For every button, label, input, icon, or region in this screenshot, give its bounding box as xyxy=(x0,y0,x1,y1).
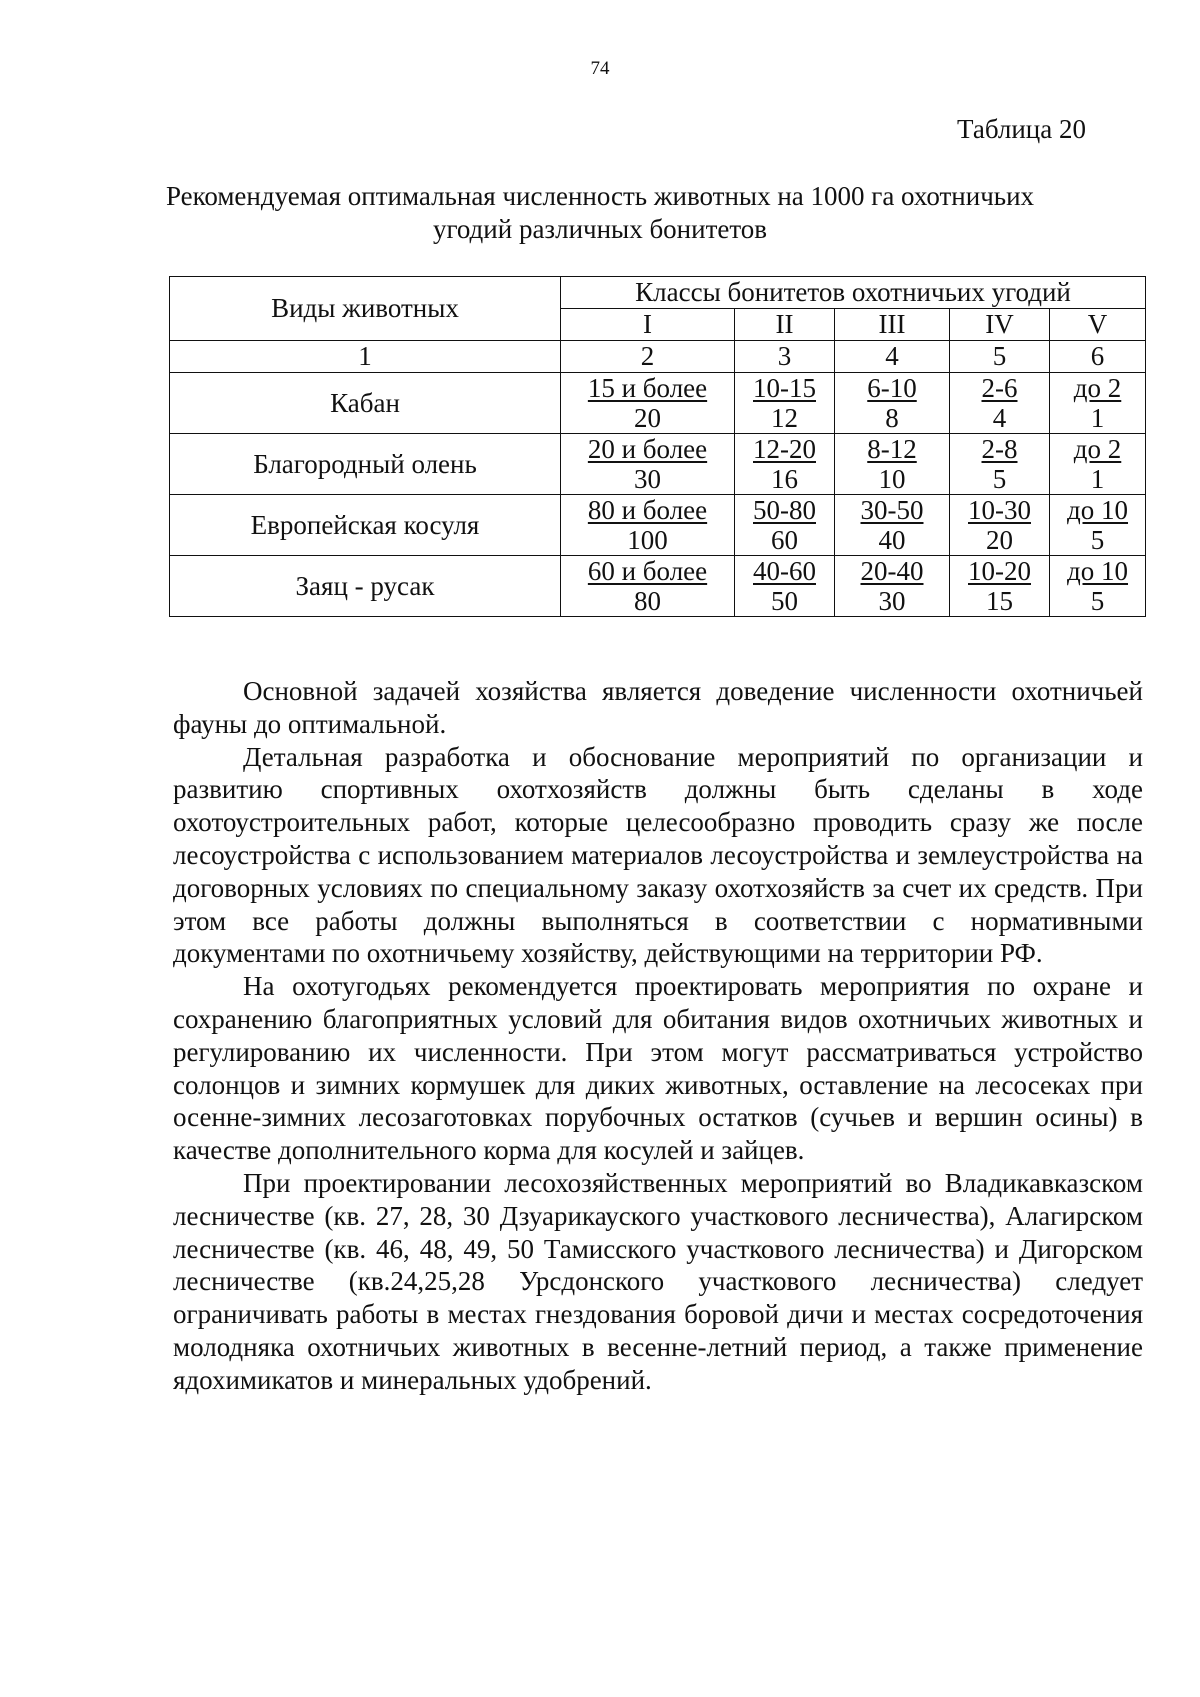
table-row xyxy=(170,556,1146,617)
density-cell xyxy=(735,495,835,556)
density-cell xyxy=(561,495,735,556)
density-optimal: 15 xyxy=(986,586,1013,616)
density-optimal: 80 xyxy=(634,586,661,616)
class-label: III xyxy=(835,309,950,341)
column-number: 5 xyxy=(950,341,1050,373)
density-optimal: 20 xyxy=(634,403,661,433)
density-range: 10-30 xyxy=(968,495,1031,525)
table-row xyxy=(170,495,1146,556)
density-cell xyxy=(835,495,950,556)
density-optimal: 1 xyxy=(1090,403,1105,433)
density-range: до 2 xyxy=(1073,373,1122,403)
density-range: 40-60 xyxy=(753,556,816,586)
table-header-row xyxy=(170,277,1146,309)
density-range: 30-50 xyxy=(860,495,924,525)
density-cell xyxy=(950,495,1050,556)
species-name: Европейская косуля xyxy=(170,495,561,556)
density-range: 8-12 xyxy=(867,434,917,464)
density-range: 10-15 xyxy=(753,373,816,403)
density-cell xyxy=(835,373,950,434)
body-text xyxy=(173,675,1143,1397)
density-cell xyxy=(735,556,835,617)
density-cell xyxy=(1050,434,1146,495)
density-optimal: 12 xyxy=(771,403,798,433)
density-optimal: 30 xyxy=(878,586,906,616)
classes-header: Классы бонитетов охотничьих угодий xyxy=(561,277,1146,309)
table-title: Рекомендуемая оптимальная численность животных на 1000 га охотничьих угодий различных бонитетов xyxy=(165,181,1035,244)
density-cell xyxy=(561,373,735,434)
column-number: 3 xyxy=(735,341,835,373)
density-range: до 2 xyxy=(1073,434,1122,464)
column-number: 2 xyxy=(561,341,735,373)
density-optimal: 5 xyxy=(992,464,1007,494)
species-name: Благородный олень xyxy=(170,434,561,495)
density-cell xyxy=(1050,373,1146,434)
density-range: 60 и более xyxy=(587,556,708,586)
species-name: Заяц - русак xyxy=(170,556,561,617)
column-numbers-row xyxy=(170,341,1146,373)
density-range: 10-20 xyxy=(968,556,1031,586)
density-optimal: 60 xyxy=(771,525,798,555)
density-range: 12-20 xyxy=(753,434,816,464)
density-optimal: 40 xyxy=(878,525,906,555)
density-optimal: 10 xyxy=(878,464,906,494)
density-range: 80 и более xyxy=(587,495,708,525)
species-name: Кабан xyxy=(170,373,561,434)
paragraph: При проектировании лесохозяйственных мероприятий во Владикавказском лесничестве (кв. 27, 28, 30 Дзуарикаускогo участкового лесничества), Алагирском лесничестве (кв. 46, 48, 49, 50 Тамисского участкового лесничества) и Дигорском лесничестве (кв.24,25,28 Урсдонского участкового лесничества) следует ограничивать работы в местах гнездования боровой дичи и местах сосредоточения молодняка охотничьих животных в весенне-летний период, а также применение ядохимикатов и минеральных удобрений. xyxy=(173,1167,1143,1395)
density-range: до 10 xyxy=(1067,495,1129,525)
density-cell xyxy=(561,434,735,495)
density-cell xyxy=(835,434,950,495)
density-cell xyxy=(1050,495,1146,556)
density-optimal: 16 xyxy=(771,464,798,494)
density-optimal: 8 xyxy=(885,403,899,433)
density-optimal: 5 xyxy=(1090,586,1105,616)
density-optimal: 1 xyxy=(1090,464,1105,494)
data-table xyxy=(169,276,1146,617)
column-number: 6 xyxy=(1050,341,1146,373)
density-cell xyxy=(561,556,735,617)
density-optimal: 20 xyxy=(986,525,1013,555)
paragraph: Детальная разработка и обоснование мероприятий по организации и развитию спортивных охотхозяйств должны быть сделаны в ходе охотоустроительных работ, которые целесообразно проводить сразу же после лесоустройства с использованием материалов лесоустройства и землеустройства на договорных условиях по специальному заказу охотхозяйств за счет их средств. При этом все работы должны выполняться в соответствии с нормативными документами по охотничьему хозяйству, действующими на территории РФ. xyxy=(173,741,1143,969)
density-cell xyxy=(735,373,835,434)
table-row xyxy=(170,434,1146,495)
density-optimal: 50 xyxy=(771,586,798,616)
density-optimal: 30 xyxy=(634,464,661,494)
density-cell xyxy=(1050,556,1146,617)
class-label: I xyxy=(561,309,735,341)
column-number: 4 xyxy=(835,341,950,373)
density-cell xyxy=(735,434,835,495)
density-range: до 10 xyxy=(1067,556,1129,586)
class-label: IV xyxy=(950,309,1050,341)
density-optimal: 5 xyxy=(1090,525,1105,555)
table-label: Таблица 20 xyxy=(957,114,1086,144)
class-label: V xyxy=(1050,309,1146,341)
species-header: Виды животных xyxy=(170,277,561,341)
density-cell xyxy=(950,373,1050,434)
class-label: II xyxy=(735,309,835,341)
column-number: 1 xyxy=(170,341,561,373)
paragraph: На охотугодьях рекомендуется проектировать мероприятия по охране и сохранению благоприятных условий для обитания видов охотничьих животных и регулированию их численности. При этом могут рассматриваться устройство солонцов и зимних кормушек для диких животных, оставление на лесосеках при осенне-зимних лесозаготовках порубочных остатков (сучьев и вершин осины) в качестве дополнительного корма для косулей и зайцев. xyxy=(173,971,1143,1166)
density-cell xyxy=(950,434,1050,495)
density-optimal: 4 xyxy=(992,403,1007,433)
paragraph: Основной задачей хозяйства является доведение численности охотничьей фауны до оптимальной. xyxy=(173,676,1143,739)
density-cell xyxy=(950,556,1050,617)
density-optimal: 100 xyxy=(627,525,668,555)
density-range: 6-10 xyxy=(867,373,917,403)
density-cell xyxy=(835,556,950,617)
density-range: 50-80 xyxy=(753,495,816,525)
density-range: 2-6 xyxy=(981,373,1018,403)
page-number: 74 xyxy=(590,58,610,79)
density-range: 15 и более xyxy=(587,373,708,403)
table-row xyxy=(170,373,1146,434)
species-rows xyxy=(170,373,1146,617)
density-range: 2-8 xyxy=(981,434,1018,464)
density-range: 20 и более xyxy=(587,434,708,464)
density-range: 20-40 xyxy=(860,556,924,586)
